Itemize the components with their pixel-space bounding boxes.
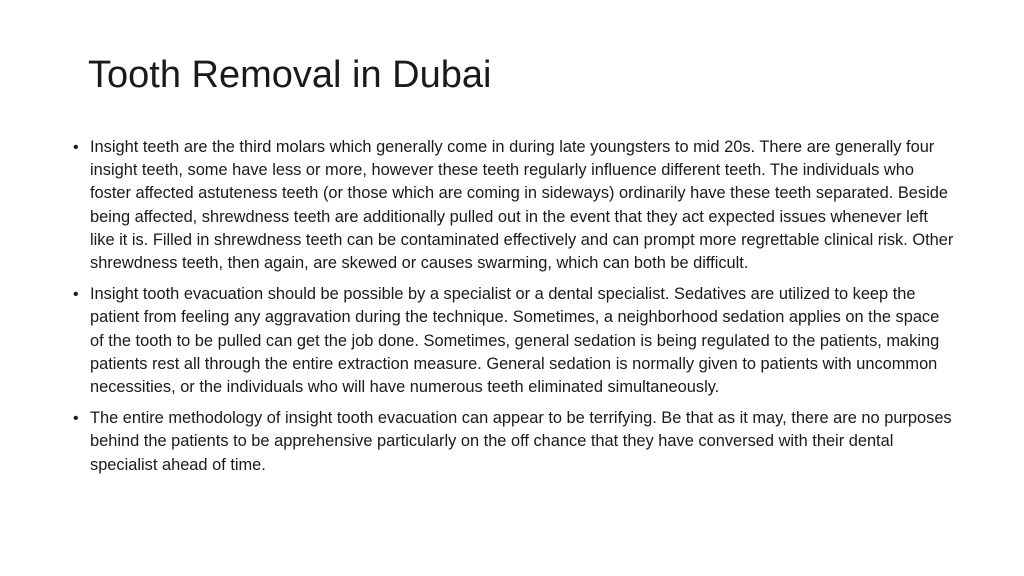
bullet-dot-icon: • <box>73 410 79 428</box>
bullet-item <box>73 283 956 399</box>
bullet-text: Insight tooth evacuation should be possible by a specialist or a dental specialist. Sedatives are utilized to keep the patient from feeling any aggravation during the technique. Sometimes, a neighborhood sedation applies on the space of the tooth to be pulled can get the job done. Sometimes, general sedation is being regulated to the patients, making patients rest all through the entire extraction measure. General sedation is normally given to patients with uncommon necessities, or the individuals who will have numerous teeth eliminated simultaneously. <box>90 285 940 397</box>
bullet-dot-icon: • <box>73 139 79 156</box>
bullet-text: Insight teeth are the third molars which generally come in during late youngsters to mid 20s. There are generally four insight teeth, some have less or more, however these teeth regularly influence different teeth. The individuals who foster affected astuteness teeth (or those which are coming in sideways) ordinarily have these teeth separated. Beside being affected, shrewdness teeth are additionally pulled out in the event that they act expected issues whenever left like it is. Filled in shrewdness teeth can be contaminated effectively and can prompt more regrettable clinical risk. Other shrewdness teeth, then again, are skewed or causes swarming, which can both be difficult. <box>90 138 954 273</box>
bullet-item <box>73 136 956 275</box>
bullet-list <box>73 136 956 485</box>
bullet-dot-icon: • <box>73 286 79 304</box>
slide-title: Tooth Removal in Dubai <box>88 54 492 96</box>
bullet-text: The entire methodology of insight tooth evacuation can appear to be terrifying. Be that as it may, there are no purposes behind the patients to be apprehensive particularly on the off chance that they have conversed with their dental specialist ahead of time. <box>90 409 952 474</box>
bullet-item <box>73 407 956 477</box>
